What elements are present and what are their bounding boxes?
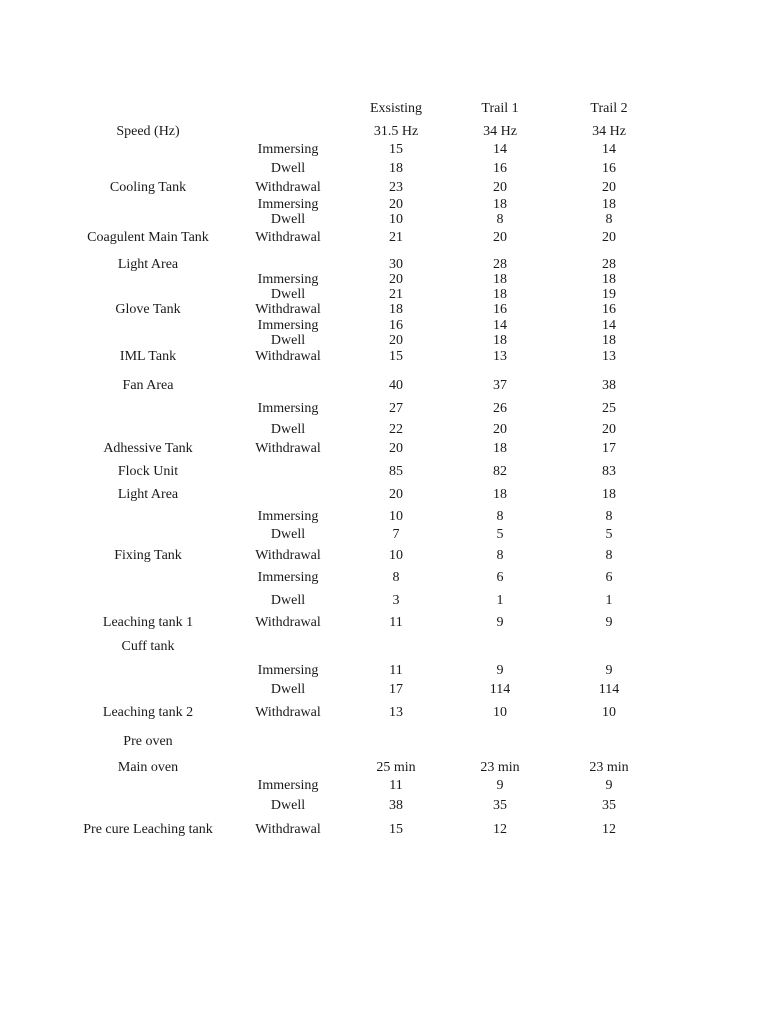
value-trail-2: 20 — [602, 230, 616, 245]
value-trail-1: 37 — [493, 378, 507, 393]
value-existing: 10 — [389, 212, 403, 227]
value-trail-1: 35 — [493, 798, 507, 813]
row-step: Immersing — [257, 663, 319, 678]
value-trail-2: 9 — [605, 778, 613, 793]
row-step: Immersing — [257, 318, 319, 333]
value-existing: 10 — [389, 509, 403, 524]
value-existing: 11 — [389, 778, 403, 793]
row-name: Speed (Hz) — [116, 124, 180, 139]
value-trail-2: 12 — [602, 822, 616, 837]
value-trail-1: 23 min — [480, 760, 520, 775]
value-existing: 38 — [389, 798, 403, 813]
value-trail-2: 19 — [602, 287, 616, 302]
value-trail-1: 18 — [493, 287, 507, 302]
header-existing: Exsisting — [369, 101, 423, 116]
value-existing: 18 — [389, 161, 403, 176]
value-trail-2: 28 — [602, 257, 616, 272]
value-existing: 21 — [389, 287, 403, 302]
row-name: Coagulent Main Tank — [87, 230, 209, 245]
row-name: Glove Tank — [115, 302, 181, 317]
value-existing: 20 — [389, 487, 403, 502]
value-trail-1: 6 — [496, 570, 504, 585]
row-step: Dwell — [270, 682, 306, 697]
row-name: Light Area — [117, 487, 179, 502]
value-existing: 30 — [389, 257, 403, 272]
value-trail-2: 8 — [605, 509, 613, 524]
value-existing: 15 — [389, 822, 403, 837]
value-existing: 85 — [389, 464, 403, 479]
value-trail-2: 83 — [602, 464, 616, 479]
value-existing: 18 — [389, 302, 403, 317]
value-existing: 22 — [389, 422, 403, 437]
row-name: Main oven — [117, 760, 179, 775]
row-step: Dwell — [270, 422, 306, 437]
value-existing: 13 — [389, 705, 403, 720]
value-existing: 20 — [389, 197, 403, 212]
value-existing: 20 — [389, 333, 403, 348]
value-trail-1: 10 — [493, 705, 507, 720]
row-step: Immersing — [257, 509, 319, 524]
value-existing: 21 — [389, 230, 403, 245]
value-existing: 11 — [389, 663, 403, 678]
value-existing: 8 — [392, 570, 400, 585]
value-trail-2: 34 Hz — [592, 124, 626, 139]
row-name: Leaching tank 2 — [102, 705, 194, 720]
header-trail-2: Trail 2 — [590, 101, 628, 116]
row-step: Immersing — [257, 272, 319, 287]
value-trail-2: 10 — [602, 705, 616, 720]
row-step: Dwell — [270, 212, 306, 227]
row-step: Dwell — [270, 161, 306, 176]
value-trail-1: 5 — [496, 527, 504, 542]
value-trail-2: 35 — [602, 798, 616, 813]
row-step: Dwell — [270, 527, 306, 542]
value-existing: 31.5 Hz — [373, 124, 419, 139]
value-trail-2: 18 — [602, 197, 616, 212]
value-trail-2: 25 — [602, 401, 616, 416]
value-trail-1: 16 — [493, 302, 507, 317]
value-trail-2: 18 — [602, 272, 616, 287]
value-trail-1: 28 — [493, 257, 507, 272]
row-name: Leaching tank 1 — [102, 615, 194, 630]
value-existing: 11 — [389, 615, 403, 630]
value-trail-1: 82 — [493, 464, 507, 479]
row-step: Dwell — [270, 333, 306, 348]
value-trail-1: 26 — [493, 401, 507, 416]
value-existing: 10 — [389, 548, 403, 563]
value-trail-2: 38 — [602, 378, 616, 393]
value-trail-2: 20 — [602, 180, 616, 195]
row-step: Withdrawal — [255, 230, 321, 245]
row-name: Cooling Tank — [109, 180, 187, 195]
value-trail-2: 13 — [602, 349, 616, 364]
value-trail-1: 18 — [493, 333, 507, 348]
value-trail-2: 5 — [605, 527, 613, 542]
value-trail-1: 14 — [493, 142, 507, 157]
row-name: IML Tank — [119, 349, 177, 364]
value-existing: 16 — [389, 318, 403, 333]
value-trail-1: 9 — [496, 778, 504, 793]
value-existing: 23 — [389, 180, 403, 195]
row-step: Withdrawal — [255, 705, 321, 720]
value-trail-2: 14 — [602, 142, 616, 157]
value-trail-2: 114 — [598, 682, 620, 697]
row-name: Pre oven — [123, 734, 173, 749]
value-trail-1: 14 — [493, 318, 507, 333]
row-step: Dwell — [270, 593, 306, 608]
value-existing: 3 — [392, 593, 400, 608]
value-trail-1: 8 — [496, 509, 504, 524]
value-existing: 15 — [389, 349, 403, 364]
value-trail-2: 18 — [602, 333, 616, 348]
value-trail-1: 1 — [496, 593, 504, 608]
value-trail-2: 17 — [602, 441, 616, 456]
header-trail-1: Trail 1 — [481, 101, 519, 116]
value-existing: 15 — [389, 142, 403, 157]
value-trail-2: 14 — [602, 318, 616, 333]
row-name: Cuff tank — [121, 639, 175, 654]
value-trail-2: 9 — [605, 663, 613, 678]
value-trail-1: 9 — [496, 615, 504, 630]
row-step: Dwell — [270, 798, 306, 813]
value-existing: 27 — [389, 401, 403, 416]
value-trail-1: 8 — [496, 212, 504, 227]
row-step: Immersing — [257, 401, 319, 416]
value-existing: 25 min — [376, 760, 416, 775]
value-trail-2: 16 — [602, 302, 616, 317]
row-step: Dwell — [270, 287, 306, 302]
value-trail-1: 18 — [493, 272, 507, 287]
value-existing: 7 — [392, 527, 400, 542]
value-trail-1: 18 — [493, 197, 507, 212]
row-name: Flock Unit — [117, 464, 179, 479]
row-name: Fan Area — [122, 378, 174, 393]
row-step: Withdrawal — [255, 441, 321, 456]
value-trail-1: 20 — [493, 180, 507, 195]
value-trail-2: 20 — [602, 422, 616, 437]
value-trail-2: 8 — [605, 212, 613, 227]
row-name: Pre cure Leaching tank — [83, 822, 213, 837]
row-name: Fixing Tank — [114, 548, 182, 563]
row-step: Withdrawal — [255, 822, 321, 837]
row-step: Withdrawal — [255, 615, 321, 630]
value-trail-2: 23 min — [589, 760, 629, 775]
value-trail-1: 9 — [496, 663, 504, 678]
row-name: Light Area — [117, 257, 179, 272]
row-step: Immersing — [257, 570, 319, 585]
row-step: Immersing — [257, 197, 319, 212]
value-trail-2: 18 — [602, 487, 616, 502]
value-trail-1: 114 — [489, 682, 511, 697]
value-existing: 20 — [389, 272, 403, 287]
row-step: Withdrawal — [255, 349, 321, 364]
value-existing: 20 — [389, 441, 403, 456]
value-existing: 17 — [389, 682, 403, 697]
row-step: Immersing — [257, 142, 319, 157]
value-trail-1: 16 — [493, 161, 507, 176]
value-trail-1: 12 — [493, 822, 507, 837]
value-trail-1: 8 — [496, 548, 504, 563]
value-trail-2: 8 — [605, 548, 613, 563]
value-trail-1: 34 Hz — [483, 124, 517, 139]
value-trail-2: 6 — [605, 570, 613, 585]
value-trail-1: 13 — [493, 349, 507, 364]
value-trail-1: 20 — [493, 422, 507, 437]
value-trail-1: 18 — [493, 441, 507, 456]
value-trail-1: 20 — [493, 230, 507, 245]
row-step: Withdrawal — [255, 548, 321, 563]
value-trail-2: 9 — [605, 615, 613, 630]
value-trail-2: 1 — [605, 593, 613, 608]
value-trail-2: 16 — [602, 161, 616, 176]
value-existing: 40 — [389, 378, 403, 393]
value-trail-1: 18 — [493, 487, 507, 502]
row-name: Adhessive Tank — [103, 441, 193, 456]
row-step: Withdrawal — [255, 180, 321, 195]
row-step: Withdrawal — [255, 302, 321, 317]
row-step: Immersing — [257, 778, 319, 793]
